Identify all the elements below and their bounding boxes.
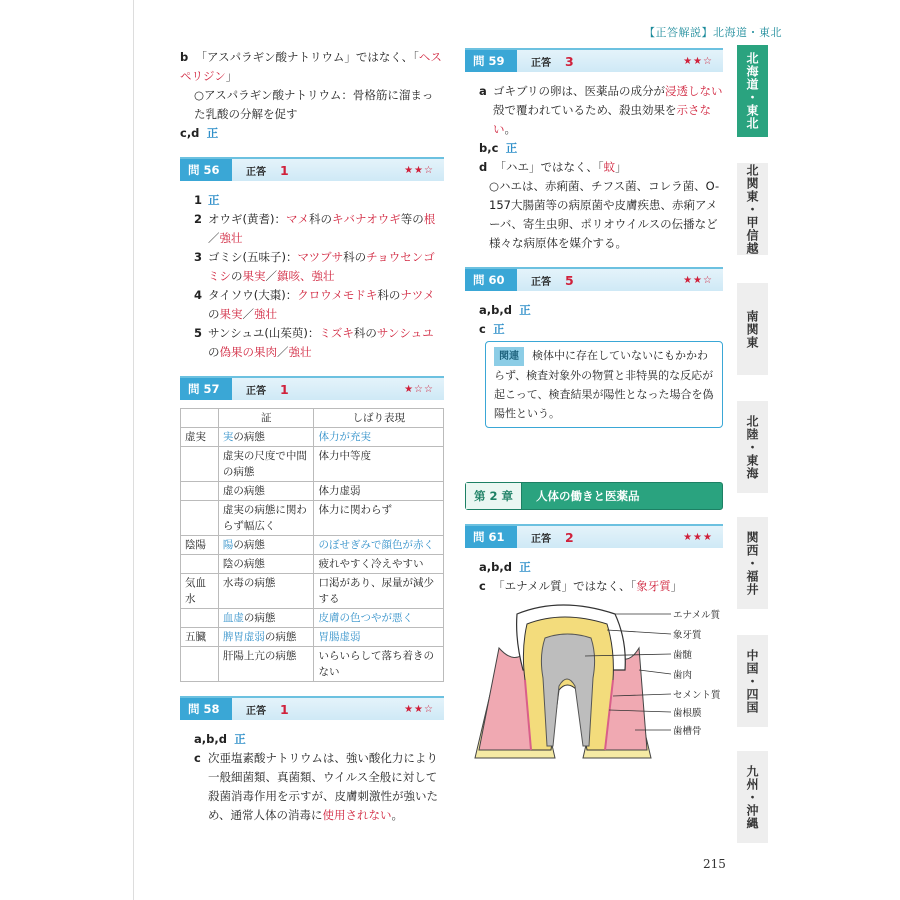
q58-c-text: 次亜塩素酸ナトリウムは、強い酸化力により一般細菌類、真菌類、ウイルス全般に対して殺菌消毒作用を示すが、皮膚刺激性が強いため、通常人体の消毒に (208, 751, 438, 822)
condition-rest: の病態 (264, 631, 297, 643)
q56-item-part: ミズキ (319, 326, 354, 340)
tooth-label: 歯肉 (673, 670, 693, 681)
q55-b (180, 48, 444, 86)
table-condition-cell (218, 536, 314, 555)
q59-header (465, 48, 723, 72)
q56-item-part: サンシュユ (376, 326, 434, 340)
table-row (181, 447, 444, 482)
q60-c-answer: 正 (493, 322, 505, 336)
region-tab-7[interactable]: 九州・沖縄 (737, 751, 768, 843)
table-row (181, 555, 444, 574)
q56-item-3 (180, 248, 444, 286)
q59-a-red1: 浸透しない (665, 84, 723, 98)
condition-rest: の病態 (233, 431, 265, 443)
table-category-cell (181, 447, 219, 482)
left-column (180, 48, 444, 825)
q56-item-part: ／ (265, 269, 277, 283)
table-header-cell: 証 (218, 409, 314, 428)
q59-answer: 3 (565, 53, 574, 69)
q59-d-red: 蚊 (603, 160, 616, 174)
q56-item-part: 科の (343, 250, 367, 264)
q59-number: 問 59 (465, 50, 517, 72)
table-row (181, 482, 444, 501)
condition-highlight: 実 (222, 431, 234, 443)
q56-item-part: 正 (208, 193, 220, 207)
q60-header (465, 267, 723, 291)
table-header-cell: しばり表現 (314, 409, 444, 428)
q61-answer: 2 (565, 529, 574, 545)
q59-a-red2: 示さない (493, 103, 712, 136)
table-condition-cell: 肝陽上亢の病態 (218, 647, 314, 682)
q56-item-number: 2 (194, 212, 203, 226)
q57-number: 問 57 (180, 378, 232, 400)
table-row (181, 428, 444, 447)
q58-answer: 1 (280, 701, 289, 717)
table-expression-cell: 体力に関わらず (314, 501, 444, 536)
q57-label: 正答 (246, 385, 266, 397)
q56-item-text (208, 324, 444, 362)
q60-answer: 5 (565, 272, 574, 288)
q61-c-pre: 「エナメル質」ではなく、「 (493, 579, 637, 593)
q60-c-label: c (479, 322, 486, 336)
q61-stars: ★★★ (683, 531, 713, 543)
q56-item-part: サンシュユ(山茱萸)： (208, 326, 320, 340)
tooth-label: エナメル質 (673, 610, 721, 621)
region-tab-6[interactable]: 中国・四国 (737, 635, 768, 727)
q60-stars: ★★☆ (683, 274, 713, 286)
q56-item-part: 強壮 (288, 345, 312, 359)
q58-number: 問 58 (180, 698, 232, 720)
q60-related-box (485, 341, 723, 428)
q61-abd-answer: 正 (519, 560, 531, 574)
q56-item-part: ／ (277, 345, 289, 359)
q56-item-part: オウギ(黄耆)： (208, 212, 286, 226)
table-condition-cell: 水毒の病態 (218, 574, 314, 609)
q59-bc (465, 139, 723, 158)
q59-bc-answer: 正 (505, 141, 518, 155)
q58-c-body (208, 749, 444, 825)
q59-a (465, 82, 723, 139)
q56-item-part: キバナオウギ (331, 212, 401, 226)
chapter-title: 人体の働きと医薬品 (536, 489, 640, 503)
q56-item-part: 果実 (242, 269, 266, 283)
q56-item-part: 科の (353, 326, 377, 340)
q58-abd-answer: 正 (234, 732, 246, 746)
q60-abd-answer: 正 (519, 303, 531, 317)
q56-item-4 (180, 286, 444, 324)
table-row (181, 609, 444, 628)
q61-c-label: c (479, 579, 486, 593)
q59-stars: ★★☆ (683, 55, 713, 67)
table-row (181, 628, 444, 647)
q56-item-part: ／ (242, 307, 254, 321)
q56-item-part: 強壮 (254, 307, 277, 321)
chapter-number: 第 2 章 (466, 483, 522, 509)
q57-header (180, 376, 444, 400)
pulp (541, 634, 594, 746)
table-category-cell (181, 555, 219, 574)
q56-header (180, 157, 444, 181)
q56-item-part: 根 (423, 212, 436, 226)
q56-item-1 (180, 191, 444, 210)
q61-c-red: 象牙質 (636, 579, 671, 593)
q57-stars: ★☆☆ (404, 383, 434, 395)
table-expression-cell: 疲れやすく冷えやすい (314, 555, 444, 574)
table-header-row (181, 409, 444, 428)
right-column (465, 48, 723, 763)
q55-b-red: ヘスペリジン (180, 50, 442, 83)
q61-c-post: 」 (670, 579, 683, 593)
q56-item-part: 鎮咳、強壮 (277, 269, 335, 283)
region-tab-3[interactable]: 南関東 (737, 283, 768, 375)
q56-item-part: の (231, 269, 243, 283)
q56-item-text (208, 248, 444, 286)
q55-cd-label: c,d (180, 126, 200, 140)
q61-c (465, 577, 723, 596)
q56-item-part: 等の (400, 212, 424, 226)
related-text: 検体中に存在していないにもかかわらず、検査対象外の物質と非特異的な反応が起こって、検査結果が陽性となった場合を偽陽性という。 (494, 349, 714, 420)
table-category-cell (181, 609, 219, 628)
q60-abd-label: a,b,d (479, 303, 512, 317)
q55-cd-answer: 正 (206, 126, 219, 140)
q55-cd (180, 124, 444, 143)
q59-a-mid: 殻で覆われているため、殺虫効果を (493, 103, 677, 117)
running-head: 【正答解説】北海道・東北 (644, 26, 782, 39)
table-category-cell (181, 501, 219, 536)
related-tag: 関連 (494, 347, 524, 366)
q58-label: 正答 (246, 705, 266, 717)
table-expression-cell: 体力虚弱 (314, 482, 444, 501)
q58-c-label: c (194, 751, 201, 765)
q56-label: 正答 (246, 166, 266, 178)
q56-number: 問 56 (180, 159, 232, 181)
q56-item-part: の (208, 307, 220, 321)
q56-item-part: 科の (308, 212, 332, 226)
q59-d-post: 」 (615, 160, 627, 174)
tooth-diagram (465, 600, 723, 760)
q58-c-red: 使用されない (322, 808, 392, 822)
q56-item-5 (180, 324, 444, 362)
q56-item-part: の (208, 345, 220, 359)
table-row (181, 647, 444, 682)
table-condition-cell (218, 428, 314, 447)
table-expression-cell: 体力中等度 (314, 447, 444, 482)
q61-number: 問 61 (465, 526, 517, 548)
q56-item-part: 科の (377, 288, 401, 302)
region-tab-2[interactable]: 北関東・甲信越 (737, 163, 768, 255)
q55-note: ○アスパラギン酸ナトリウム：骨格筋に溜まった乳酸の分解を促す (194, 88, 434, 121)
q56-stars: ★★☆ (404, 164, 434, 176)
q60-label: 正答 (531, 276, 551, 288)
q59-d (465, 158, 723, 177)
q59-bc-label: b,c (479, 141, 499, 155)
q56-items (180, 191, 444, 362)
q56-item-part: マメ (285, 212, 309, 226)
table-category-cell: 気血水 (181, 574, 219, 609)
table-expression-cell: のぼせぎみで顔色が赤く (314, 536, 444, 555)
q56-item-number: 1 (194, 193, 203, 207)
q56-item-part: ナツメ (400, 288, 435, 302)
tooth-label: セメント質 (673, 690, 721, 701)
q61-header (465, 524, 723, 548)
q58-abd-label: a,b,d (194, 732, 227, 746)
region-tab-1[interactable]: 北海道・東北 (737, 45, 768, 137)
table-row (181, 574, 444, 609)
condition-highlight: 陽 (222, 539, 234, 551)
table-expression-cell: 胃腸虚弱 (314, 628, 444, 647)
q59-label: 正答 (531, 57, 551, 69)
q59-d-pre: 「ハエ」ではなく、「 (494, 160, 604, 174)
tooth-label: 象牙質 (673, 630, 702, 641)
q59-a-body (493, 82, 723, 139)
q56-item-part: ／ (208, 231, 220, 245)
q59-a-end: 。 (504, 122, 516, 136)
table-row (181, 501, 444, 536)
q56-item-number: 4 (194, 288, 203, 302)
table-category-cell: 五臓 (181, 628, 219, 647)
table-expression-cell: 体力が充実 (314, 428, 444, 447)
q56-item-part: チョウセンゴミシ (208, 250, 435, 283)
condition-highlight: 血虚 (222, 612, 244, 624)
q56-item-2 (180, 210, 444, 248)
q60-number: 問 60 (465, 269, 517, 291)
q55-b-pre: 「アスパラギン酸ナトリウム」ではなく、「 (195, 50, 419, 64)
table-condition-cell: 虚の病態 (218, 482, 314, 501)
q59-d-label: d (479, 160, 488, 174)
tooth-labels (673, 610, 721, 737)
q58-header (180, 696, 444, 720)
table-condition-cell (218, 628, 314, 647)
table-expression-cell: 口渇があり、尿量が減少する (314, 574, 444, 609)
q61-label: 正答 (531, 533, 551, 545)
table-condition-cell: 虚実の病態に関わらず幅広く (218, 501, 314, 536)
table-condition-cell: 虚実の尺度で中間の病態 (218, 447, 314, 482)
table-category-cell: 虚実 (181, 428, 219, 447)
page-number: 215 (703, 857, 726, 871)
q58-abd (180, 730, 444, 749)
tooth-label: 歯根膜 (673, 708, 702, 719)
q58-c-end: 。 (391, 808, 404, 822)
table-category-cell (181, 647, 219, 682)
table-expression-cell: 皮膚の色つやが悪く (314, 609, 444, 628)
q57-answer: 1 (280, 381, 289, 397)
q56-item-text (208, 210, 444, 248)
tooth-label: 歯髄 (673, 650, 693, 661)
q57-table (180, 408, 444, 682)
q55-b-label: b (180, 50, 189, 64)
q56-item-number: 3 (194, 250, 203, 264)
region-tab-4[interactable]: 北陸・東海 (737, 401, 768, 493)
q56-item-part: ゴミシ(五味子)： (208, 250, 298, 264)
q56-item-text (208, 191, 220, 210)
region-tab-5[interactable]: 関西・福井 (737, 517, 768, 609)
q56-item-part: クロウメモドキ (297, 288, 378, 302)
table-condition-cell (218, 609, 314, 628)
q58-c (180, 749, 444, 825)
table-row (181, 536, 444, 555)
q59-a-pre: ゴキブリの卵は、医薬品の成分が (493, 84, 666, 98)
q55-b-post: 」 (225, 69, 238, 83)
q59-note: ○ハエは、赤痢菌、チフス菌、コレラ菌、O-157大腸菌等の病原菌や皮膚疾患、赤痢アメーバ、寄生虫卵、ポリオウイルスの伝播など様々な病原体を媒介する。 (489, 179, 720, 250)
q56-answer: 1 (280, 162, 289, 178)
q60-abd (465, 301, 723, 320)
tooth-label: 歯槽骨 (673, 726, 702, 737)
table-header-cell (181, 409, 219, 428)
chapter-banner (465, 482, 723, 510)
q56-item-part: タイソウ(大棗)： (208, 288, 298, 302)
table-category-cell (181, 482, 219, 501)
q58-stars: ★★☆ (404, 703, 434, 715)
q59-a-label: a (479, 84, 487, 98)
q60-c (465, 320, 723, 339)
q56-item-part: 強壮 (219, 231, 243, 245)
q61-abd-label: a,b,d (479, 560, 512, 574)
condition-rest: の病態 (233, 539, 265, 551)
table-condition-cell: 陰の病態 (218, 555, 314, 574)
q56-item-part: 偽果の果肉 (219, 345, 277, 359)
condition-highlight: 脾胃虚弱 (222, 631, 265, 643)
table-category-cell: 陰陽 (181, 536, 219, 555)
table-expression-cell: いらいらして落ち着きのない (314, 647, 444, 682)
condition-rest: の病態 (243, 612, 276, 624)
leader-gum (639, 670, 671, 674)
q56-item-text (208, 286, 444, 324)
q56-item-part: 果実 (219, 307, 243, 321)
q61-abd (465, 558, 723, 577)
q56-item-number: 5 (194, 326, 203, 340)
q56-item-part: マツブサ (297, 250, 344, 264)
